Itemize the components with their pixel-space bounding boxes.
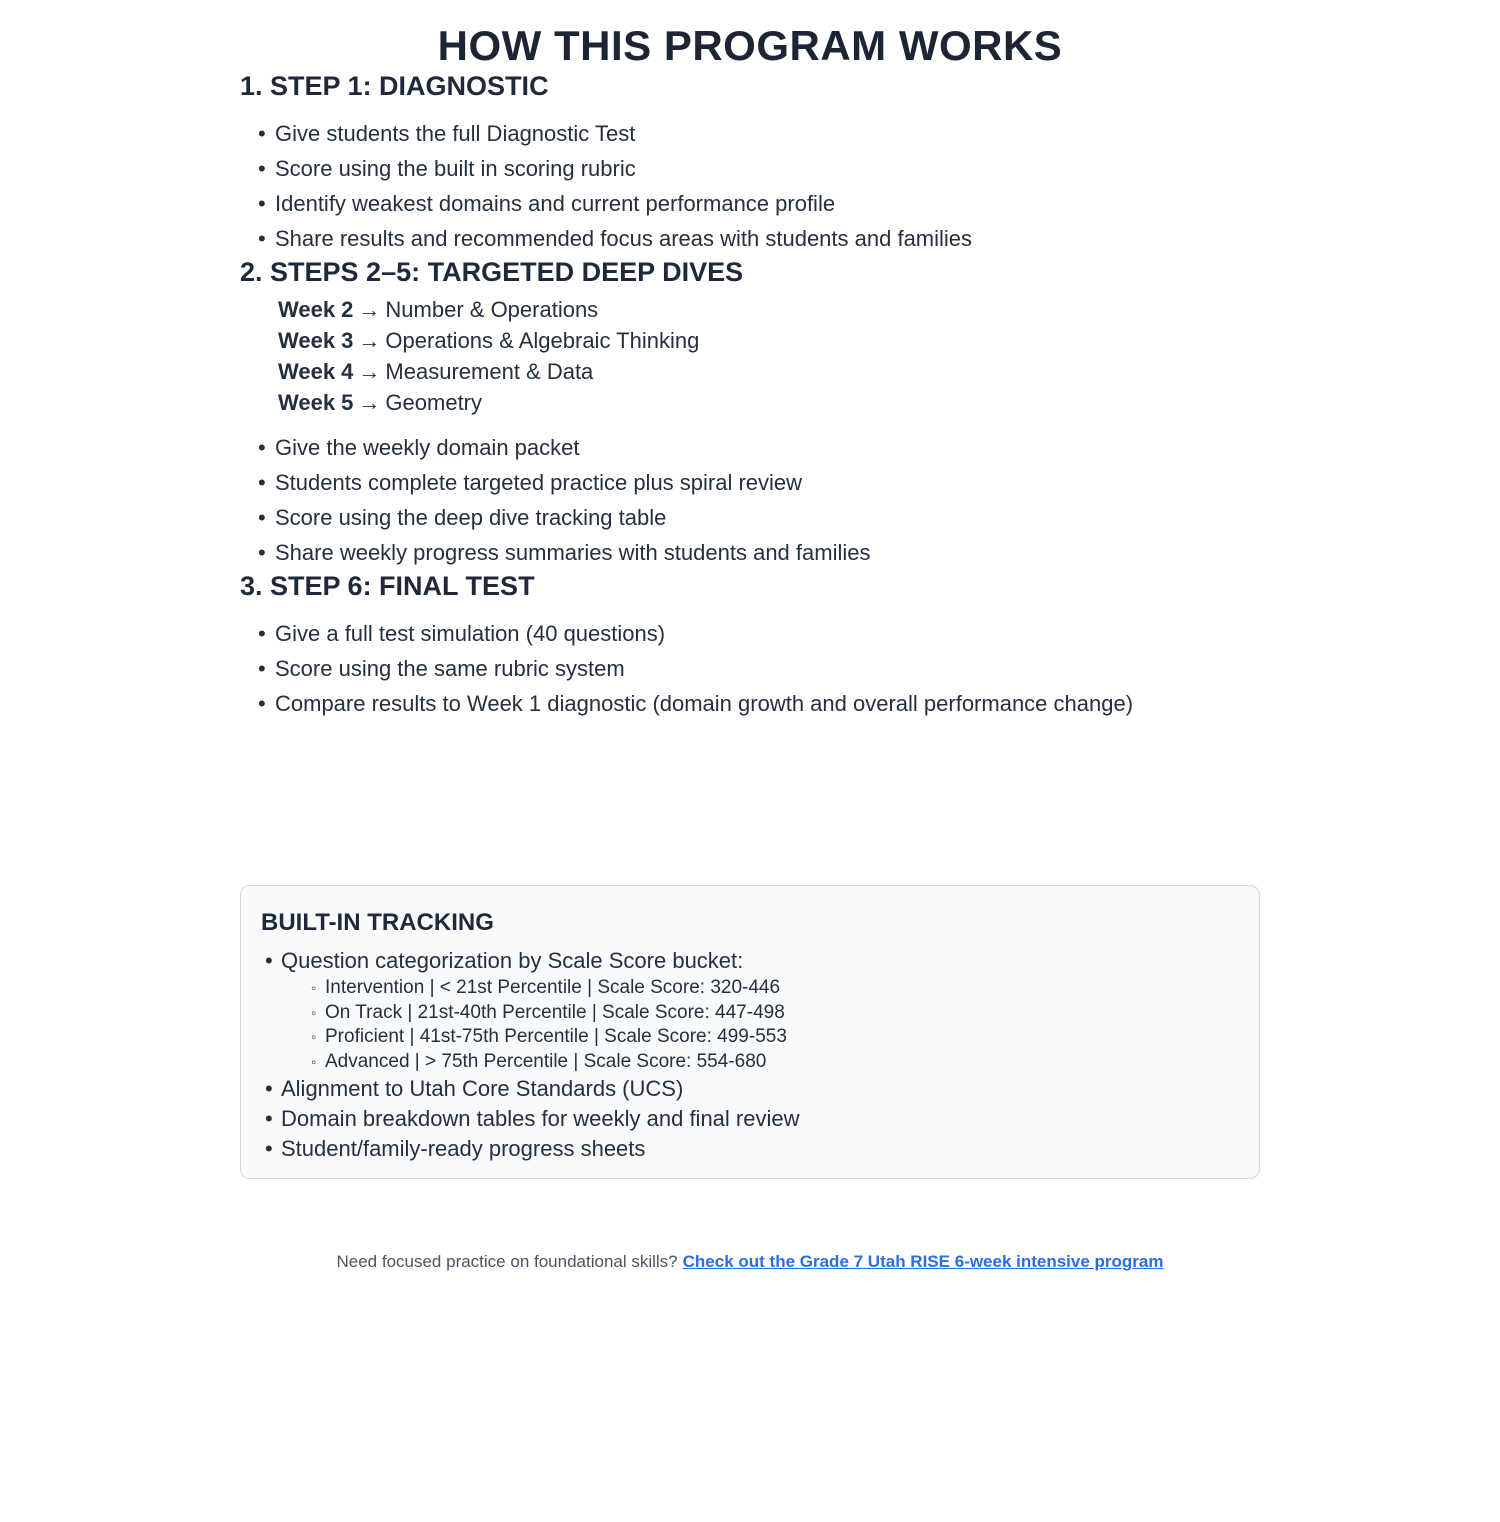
list-item — [240, 500, 1260, 535]
section-heading: 1. STEP 1: DIAGNOSTIC — [240, 71, 549, 102]
list-item — [261, 1104, 1239, 1134]
bullet-marker: • — [258, 156, 266, 182]
bullet-line — [261, 1074, 1239, 1104]
bullet-text: Score using the deep dive tracking table — [275, 505, 667, 531]
week-topic: Geometry — [385, 390, 483, 416]
week-label: Week 4 — [278, 359, 354, 385]
section-step-1-diagnostic — [240, 70, 1260, 256]
bullet-text: Give a full test simulation (40 questions) — [275, 621, 666, 647]
week-label: Week 5 — [278, 390, 354, 416]
built-in-tracking-panel — [240, 885, 1260, 1179]
week-schedule — [278, 294, 1260, 418]
week-row — [278, 356, 1260, 387]
bullet-line — [261, 946, 1239, 976]
arrow-icon: → — [358, 390, 381, 416]
bullet-text: Give the weekly domain packet — [275, 435, 580, 461]
list-item — [240, 465, 1260, 500]
list-item — [240, 686, 1260, 721]
bullet-text: Give students the full Diagnostic Test — [275, 121, 636, 147]
list-item — [240, 430, 1260, 465]
list-item — [240, 616, 1260, 651]
bullet-text: Share weekly progress summaries with students and families — [275, 540, 871, 566]
bullet-marker: • — [258, 121, 266, 147]
week-topic: Number & Operations — [385, 297, 599, 323]
week-row — [278, 387, 1260, 418]
bullet-text: Domain breakdown tables for weekly and final review — [281, 1106, 800, 1132]
bullet-marker: • — [258, 621, 266, 647]
bullet-text: Share results and recommended focus areas with students and families — [275, 226, 973, 252]
bullet-text: Alignment to Utah Core Standards (UCS) — [281, 1076, 684, 1102]
footer-program-link[interactable]: Check out the Grade 7 Utah RISE 6-week intensive program — [682, 1252, 1164, 1272]
footer — [240, 1251, 1260, 1273]
arrow-icon: → — [358, 359, 381, 385]
bullet-marker: • — [265, 1106, 273, 1132]
bullet-list — [240, 430, 1260, 570]
section-heading: 2. STEPS 2–5: TARGETED DEEP DIVES — [240, 257, 744, 288]
sub-bullet-marker: ◦ — [311, 1053, 317, 1071]
week-topic: Operations & Algebraic Thinking — [385, 328, 700, 354]
bucket-item — [311, 1050, 1239, 1075]
section-step-6-final-test — [240, 570, 1260, 721]
bullet-text: Students complete targeted practice plus spiral review — [275, 470, 803, 496]
arrow-icon: → — [358, 328, 381, 354]
bullet-marker: • — [265, 948, 273, 974]
sub-bullet-marker: ◦ — [311, 980, 317, 998]
section-steps-2-5-deep-dives — [240, 256, 1260, 570]
bullet-text: Identify weakest domains and current performance profile — [275, 191, 836, 217]
list-item — [240, 651, 1260, 686]
bullet-line — [261, 1134, 1239, 1164]
section-heading: 3. STEP 6: FINAL TEST — [240, 571, 535, 602]
list-item — [240, 535, 1260, 570]
bucket-item — [311, 1001, 1239, 1026]
bullet-text: Score using the same rubric system — [275, 656, 625, 682]
bucket-text: On Track | 21st-40th Percentile | Scale Score: 447-498 — [325, 1001, 785, 1023]
footer-prompt-text: Need focused practice on foundational skills? — [336, 1252, 678, 1272]
sub-bullet-marker: ◦ — [311, 1029, 317, 1047]
bucket-text: Proficient | 41st-75th Percentile | Scale Score: 499-553 — [325, 1026, 787, 1048]
list-item — [240, 186, 1260, 221]
bullet-marker: • — [258, 435, 266, 461]
bullet-list — [240, 116, 1260, 256]
scale-score-buckets — [261, 976, 1239, 1074]
list-item — [261, 1134, 1239, 1164]
bullet-list — [240, 616, 1260, 721]
bullet-marker: • — [258, 540, 266, 566]
list-item — [261, 1074, 1239, 1104]
page-title: HOW THIS PROGRAM WORKS — [437, 22, 1063, 69]
sub-bullet-marker: ◦ — [311, 1004, 317, 1022]
bullet-text: Compare results to Week 1 diagnostic (domain growth and overall performance change) — [275, 691, 1134, 717]
bullet-marker: • — [265, 1076, 273, 1102]
list-item — [240, 151, 1260, 186]
week-row — [278, 325, 1260, 356]
bullet-text: Question categorization by Scale Score bucket: — [281, 948, 744, 974]
bullet-marker: • — [265, 1136, 273, 1162]
bullet-marker: • — [258, 691, 266, 717]
list-item — [261, 946, 1239, 1074]
bullet-marker: • — [258, 191, 266, 217]
bucket-item — [311, 976, 1239, 1001]
week-label: Week 2 — [278, 297, 354, 323]
document-page — [240, 22, 1260, 1273]
list-item — [240, 116, 1260, 151]
bullet-marker: • — [258, 226, 266, 252]
arrow-icon: → — [358, 297, 381, 323]
bullet-marker: • — [258, 656, 266, 682]
tracking-heading: BUILT-IN TRACKING — [261, 909, 494, 937]
bullet-marker: • — [258, 470, 266, 496]
list-item — [240, 221, 1260, 256]
tracking-list — [261, 946, 1239, 1164]
bullet-text: Score using the built in scoring rubric — [275, 156, 636, 182]
week-topic: Measurement & Data — [385, 359, 594, 385]
week-label: Week 3 — [278, 328, 354, 354]
week-row — [278, 294, 1260, 325]
bucket-text: Intervention | < 21st Percentile | Scale Score: 320-446 — [325, 977, 781, 999]
bucket-item — [311, 1025, 1239, 1050]
bucket-text: Advanced | > 75th Percentile | Scale Score: 554-680 — [325, 1050, 767, 1072]
bullet-line — [261, 1104, 1239, 1134]
bullet-marker: • — [258, 505, 266, 531]
bullet-text: Student/family-ready progress sheets — [281, 1136, 646, 1162]
